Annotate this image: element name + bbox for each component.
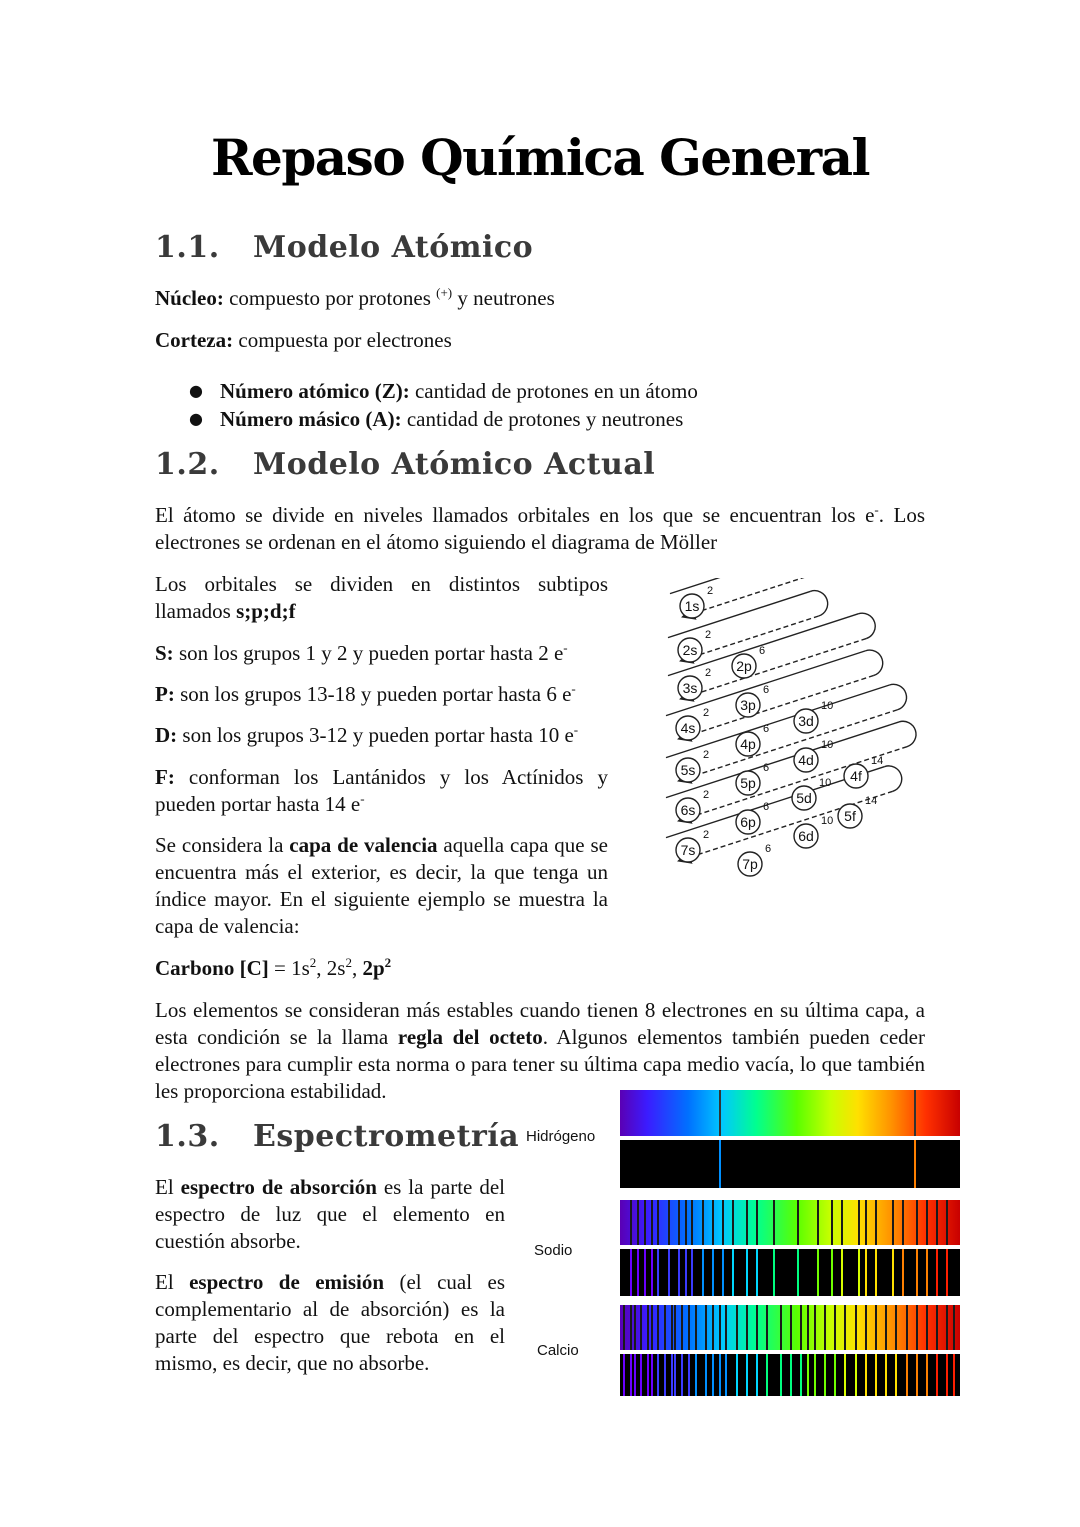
spectral-line [834, 1305, 836, 1350]
spectral-line [926, 1200, 928, 1245]
section-heading-1-3 [155, 1119, 520, 1159]
orbital-capacity: 10 [819, 777, 832, 789]
spectral-line [640, 1305, 642, 1350]
section-title: Modelo Atómico [253, 230, 534, 265]
spectral-line [664, 1354, 666, 1396]
absorcion-paragraph [155, 1174, 505, 1255]
spectral-line [946, 1249, 948, 1296]
orbital-capacity: 2 [705, 629, 712, 641]
p-label: P: [155, 682, 175, 706]
spectral-line [678, 1200, 680, 1245]
orbital-capacity: 6 [763, 684, 770, 696]
spectral-line [678, 1249, 680, 1296]
spectral-line [702, 1200, 704, 1245]
orbital-node-5f [838, 795, 877, 828]
spectral-line [746, 1200, 748, 1245]
spectral-line [892, 1249, 894, 1296]
bullet-dot: ● [189, 409, 203, 428]
spectral-line [705, 1354, 707, 1396]
spectral-line [895, 1305, 897, 1350]
spectral-line [936, 1249, 938, 1296]
spectral-line [766, 1305, 768, 1350]
spectral-line [790, 1305, 792, 1350]
spectral-line [946, 1200, 948, 1245]
spectral-line [926, 1249, 928, 1296]
spectral-line [657, 1354, 659, 1396]
carbono-valence: 2p [362, 956, 385, 980]
spectral-line [668, 1200, 670, 1245]
spectral-line [817, 1200, 819, 1245]
subtypes-bold: s;p;d;f [236, 599, 296, 623]
orbital-label: 7s [680, 842, 696, 858]
spectral-line [831, 1249, 833, 1296]
spectral-line [664, 1305, 666, 1350]
spectral-line [712, 1249, 714, 1296]
band-arrow [682, 616, 819, 660]
spectral-line [844, 1354, 846, 1396]
spectral-line [746, 1354, 748, 1396]
p-text: son los grupos 13-18 y pueden portar hasta 6 e [174, 682, 572, 706]
nucleo-line [155, 285, 925, 312]
spectral-line [814, 1354, 816, 1396]
orbital-label: 5d [796, 790, 812, 806]
spectral-line [712, 1354, 714, 1396]
moller-band [666, 718, 919, 822]
spectral-line [725, 1305, 727, 1350]
band-cap [885, 763, 905, 792]
spectrum-label-hidrogeno: Hidrógeno [526, 1128, 596, 1145]
intro-paragraph [155, 502, 925, 556]
section-number: 1.1. [155, 230, 220, 265]
exponent: 2 [345, 955, 352, 970]
orbital-capacity: 2 [703, 707, 710, 719]
spectral-line [657, 1305, 659, 1350]
orbital-label: 6s [680, 802, 696, 818]
intro-text: El átomo se divide en niveles llamados orbitales en los que se encuentran los e [155, 503, 875, 527]
s-label: S: [155, 641, 174, 665]
spectral-line [722, 1249, 724, 1296]
spectral-line [685, 1249, 687, 1296]
spectral-line [766, 1354, 768, 1396]
orbital-label: 4p [740, 736, 756, 752]
spectral-line [746, 1305, 748, 1350]
charge-sup: (+) [436, 285, 453, 300]
orbital-node-3d [794, 700, 833, 733]
corteza-label: Corteza: [155, 328, 234, 352]
band-cap [866, 647, 886, 676]
subtypes-text: Los orbitales se dividen en distintos subtipos llamados [155, 572, 608, 623]
d-line [155, 722, 615, 749]
spectral-line [651, 1354, 653, 1396]
orbital-label: 4s [680, 720, 696, 736]
emi-text-end: (el cual es complementario al de absorción) es la parte del espectro que rebota en el mismo, es decir, que no absorbe. [155, 1270, 505, 1375]
spectral-line [841, 1200, 843, 1245]
spectral-line [719, 1090, 721, 1136]
sodio-emission-spectrum [620, 1249, 960, 1296]
section-heading-1-2 [155, 447, 855, 487]
spectral-line [681, 1305, 683, 1350]
orbital-node-6d [794, 815, 833, 848]
spectral-line [688, 1305, 690, 1350]
octeto-bold: regla del octeto [397, 1025, 543, 1049]
spectral-line [681, 1354, 683, 1396]
band-cap [858, 610, 878, 639]
spectral-line [817, 1249, 819, 1296]
spectral-line [651, 1249, 653, 1296]
spectral-line [814, 1305, 816, 1350]
spectral-line [807, 1305, 809, 1350]
orbital-label: 4d [798, 752, 814, 768]
spectral-line [953, 1354, 955, 1396]
section-number: 1.2. [155, 447, 220, 482]
charge-sup: - [360, 791, 365, 806]
orbital-capacity: 14 [865, 795, 878, 807]
orbital-label: 5f [844, 808, 856, 824]
spectral-line [722, 1200, 724, 1245]
spectral-line [736, 1354, 738, 1396]
section-title: Espectrometría [253, 1119, 520, 1154]
orbital-label: 3s [682, 680, 698, 696]
spectral-line [674, 1305, 676, 1350]
spectral-line [637, 1200, 639, 1245]
carbono-label: Carbono [C] [155, 956, 269, 980]
spectral-line [736, 1305, 738, 1350]
orbital-capacity: 2 [707, 585, 714, 597]
spectral-line [651, 1200, 653, 1245]
spectral-line [725, 1354, 727, 1396]
spectral-line [875, 1354, 877, 1396]
band-cap [811, 587, 831, 616]
charge-sup: - [874, 502, 879, 517]
spectral-line [953, 1305, 955, 1350]
spectral-line [865, 1249, 867, 1296]
f-line [155, 764, 608, 818]
spectral-line [712, 1200, 714, 1245]
orbital-label: 5s [680, 762, 696, 778]
orbital-capacity: 2 [703, 749, 710, 761]
spectral-line [630, 1354, 632, 1396]
orbital-label: 5p [740, 775, 756, 791]
spectral-line [946, 1354, 948, 1396]
spectral-line [865, 1200, 867, 1245]
orbital-node-2s [678, 629, 711, 662]
spectral-line [702, 1249, 704, 1296]
spectral-line [671, 1354, 673, 1396]
orbital-node-3p [736, 684, 769, 717]
orbital-capacity: 10 [821, 815, 834, 827]
spectral-line [691, 1249, 693, 1296]
moller-band [666, 763, 905, 863]
nucleo-label: Núcleo: [155, 286, 224, 310]
orbital-capacity: 14 [871, 755, 884, 767]
s-line [155, 640, 615, 667]
bullet-dot: ● [189, 381, 203, 400]
spectral-line [858, 1249, 860, 1296]
spectral-line [916, 1249, 918, 1296]
s-text: son los grupos 1 y 2 y pueden portar hasta 2 e [173, 641, 564, 665]
orbital-node-6p [736, 801, 769, 834]
spectral-line [797, 1200, 799, 1245]
octeto-paragraph [155, 997, 925, 1105]
orbital-label: 3p [740, 697, 756, 713]
spectral-line [630, 1249, 632, 1296]
spectral-line [844, 1305, 846, 1350]
spectral-line [695, 1354, 697, 1396]
spectral-line [651, 1305, 653, 1350]
abs-text-end: es la parte del espectro de luz que el elemento en cuestión absorbe. [155, 1175, 505, 1253]
orbital-label: 1s [684, 598, 700, 614]
corteza-text: compuesta por electrones [233, 328, 452, 352]
spectral-line [780, 1305, 782, 1350]
valencia-text: Se considera la [155, 833, 290, 857]
spectral-line [926, 1354, 928, 1396]
orbital-label: 6d [798, 828, 814, 844]
orbital-capacity: 6 [759, 645, 766, 657]
emi-bold: espectro de emisión [189, 1270, 385, 1294]
spectral-line [914, 1090, 916, 1136]
spectral-line [865, 1354, 867, 1396]
orbital-capacity: 2 [705, 667, 712, 679]
carbono-line [155, 955, 615, 982]
sodio-absorption-spectrum [620, 1200, 960, 1245]
band-cap [899, 718, 919, 747]
spectral-line [685, 1200, 687, 1245]
band-cap [889, 681, 909, 710]
spectral-line [906, 1305, 908, 1350]
subtypes-paragraph [155, 571, 608, 625]
d-label: D: [155, 723, 178, 747]
orbital-node-1s [680, 585, 713, 618]
orbital-node-6s [676, 789, 709, 822]
spectral-line [623, 1354, 625, 1396]
p-line [155, 681, 615, 708]
orbital-capacity: 6 [765, 843, 772, 855]
spectral-line [640, 1354, 642, 1396]
bullet-list [189, 377, 920, 433]
corteza-line [155, 327, 925, 354]
spectral-line [634, 1354, 636, 1396]
orbital-label: 3d [798, 713, 814, 729]
valencia-bold: capa de valencia [289, 833, 438, 857]
spectral-line [902, 1200, 904, 1245]
carbono-eq: = 1s [268, 956, 310, 980]
spectrum-label-sodio: Sodio [534, 1242, 573, 1259]
valencia-text-end: aquella capa que se encuentra más el exterior, es decir, la que tenga un índice mayor. En el siguiente ejemplo se muestra la capa de valencia: [155, 833, 608, 938]
orbital-node-4p [736, 723, 769, 756]
orbital-label: 4f [850, 768, 862, 784]
charge-sup: - [571, 681, 576, 696]
spectral-line [668, 1249, 670, 1296]
band-top-line [670, 578, 813, 594]
spectral-line [800, 1305, 802, 1350]
spectral-line [637, 1249, 639, 1296]
f-label: F: [155, 765, 175, 789]
spectral-line [756, 1200, 758, 1245]
exponent: 2 [309, 955, 317, 970]
page-title: Repaso Química General [210, 128, 870, 187]
spectral-line [674, 1354, 676, 1396]
spectral-line [895, 1354, 897, 1396]
bullet-label: Número atómico (Z): [220, 379, 410, 403]
orbital-label: 2s [682, 642, 698, 658]
carbono-mid: , 2s [316, 956, 346, 980]
spectral-line [630, 1305, 632, 1350]
spectral-line [756, 1249, 758, 1296]
valencia-paragraph [155, 832, 608, 940]
orbital-node-7p [738, 843, 771, 876]
spectral-line [732, 1200, 734, 1245]
orbital-node-5s [676, 749, 709, 782]
spectral-line [671, 1305, 673, 1350]
spectral-line [875, 1305, 877, 1350]
spectral-line [688, 1354, 690, 1396]
hidrogeno-absorption-spectrum [620, 1090, 960, 1136]
spectral-line [858, 1200, 860, 1245]
orbital-node-3s [678, 667, 711, 700]
list-item [189, 405, 920, 433]
orbital-capacity: 10 [821, 739, 834, 751]
spectral-line [705, 1305, 707, 1350]
spectral-line [797, 1249, 799, 1296]
spectral-line [746, 1249, 748, 1296]
spectral-line [916, 1354, 918, 1396]
orbital-capacity: 10 [821, 700, 834, 712]
calcio-emission-spectrum [620, 1354, 960, 1396]
exponent: 2 [384, 955, 392, 970]
spectral-line [657, 1200, 659, 1245]
spectral-line [834, 1354, 836, 1396]
spectral-line [824, 1305, 826, 1350]
spectral-line [807, 1354, 809, 1396]
spectral-line [875, 1200, 877, 1245]
charge-sup: - [563, 640, 568, 655]
spectral-line [936, 1354, 938, 1396]
spectral-line [936, 1200, 938, 1245]
spectral-line [773, 1200, 775, 1245]
spectral-line [906, 1354, 908, 1396]
spectral-line [916, 1200, 918, 1245]
spectral-line [644, 1200, 646, 1245]
band-top-line [666, 722, 899, 798]
band-arrow [680, 791, 893, 860]
bullet-label: Número másico (A): [220, 407, 402, 431]
spectral-line [732, 1249, 734, 1296]
spectral-line [647, 1305, 649, 1350]
carbono-sep: , [351, 956, 363, 980]
f-text: conforman los Lantánidos y los Actínidos y pueden portar hasta 14 e [155, 765, 608, 816]
hidrogeno-emission-spectrum [620, 1140, 960, 1188]
nucleo-text-end: y neutrones [452, 286, 555, 310]
spectral-line [914, 1140, 916, 1188]
spectral-line [875, 1249, 877, 1296]
spectral-line [773, 1249, 775, 1296]
abs-bold: espectro de absorción [180, 1175, 377, 1199]
spectral-line [644, 1249, 646, 1296]
spectral-line [719, 1140, 721, 1188]
abs-text: El [155, 1175, 181, 1199]
d-text: son los grupos 3-12 y pueden portar hasta 10 e [177, 723, 574, 747]
spectral-line [790, 1354, 792, 1396]
spectral-line [691, 1200, 693, 1245]
spectral-line [824, 1354, 826, 1396]
calcio-absorption-spectrum [620, 1305, 960, 1350]
spectral-line [623, 1305, 625, 1350]
spectral-line [865, 1305, 867, 1350]
spectral-line [936, 1305, 938, 1350]
spectral-line [634, 1305, 636, 1350]
spectral-line [647, 1354, 649, 1396]
orbital-node-4s [676, 707, 709, 740]
orbital-label: 6p [740, 814, 756, 830]
spectral-line [630, 1200, 632, 1245]
intro-text-end: . Los electrones se ordenan en el átomo siguiendo el diagrama de Möller [155, 503, 925, 554]
octeto-text-end: . Algunos elementos también pueden ceder electrones para cumplir esta norma o para tener su última capa medio vacía, lo que también les proporciona estabilidad. [155, 1025, 925, 1103]
spectral-line [756, 1305, 758, 1350]
orbital-node-4d [794, 739, 833, 772]
section-number: 1.3. [155, 1119, 220, 1154]
moller-diagram [620, 578, 920, 888]
orbital-capacity: 6 [763, 801, 770, 813]
spectral-line [855, 1305, 857, 1350]
nucleo-text: compuesto por protones [223, 286, 437, 310]
spectral-line [719, 1354, 721, 1396]
orbital-node-7s [676, 829, 709, 862]
orbital-capacity: 2 [703, 829, 710, 841]
spectral-line [831, 1200, 833, 1245]
orbital-capacity: 6 [763, 762, 770, 774]
spectral-line [885, 1354, 887, 1396]
spectral-line [712, 1305, 714, 1350]
section-heading-1-1 [155, 230, 755, 270]
spectral-line [780, 1354, 782, 1396]
octeto-text: Los elementos se consideran más estables cuando tienen 8 electrones en su última capa, a esta condición se la llama [155, 998, 925, 1049]
orbital-node-5p [736, 762, 769, 795]
spectrum-label-calcio: Calcio [537, 1342, 579, 1359]
orbital-node-4f [844, 755, 883, 788]
spectral-line [946, 1305, 948, 1350]
orbital-capacity: 6 [763, 723, 770, 735]
spectral-line [695, 1305, 697, 1350]
spectral-line [841, 1249, 843, 1296]
orbital-label: 2p [736, 658, 752, 674]
spectral-line [800, 1354, 802, 1396]
spectral-line [657, 1249, 659, 1296]
orbital-label: 7p [742, 856, 758, 872]
emi-text: El [155, 1270, 190, 1294]
spectral-line [855, 1354, 857, 1396]
spectral-line [916, 1305, 918, 1350]
charge-sup: - [573, 722, 579, 737]
orbital-capacity: 2 [703, 789, 710, 801]
spectral-line [892, 1200, 894, 1245]
spectral-line [926, 1305, 928, 1350]
emision-paragraph [155, 1269, 505, 1377]
bullet-text: cantidad de protones y neutrones [401, 407, 684, 431]
section-title: Modelo Atómico Actual [253, 447, 656, 482]
spectral-line [885, 1305, 887, 1350]
spectral-line [719, 1305, 721, 1350]
bullet-text: cantidad de protones en un átomo [409, 379, 698, 403]
spectral-line [756, 1354, 758, 1396]
list-item [189, 377, 920, 405]
moller-arrows [666, 578, 919, 862]
spectral-line [902, 1249, 904, 1296]
